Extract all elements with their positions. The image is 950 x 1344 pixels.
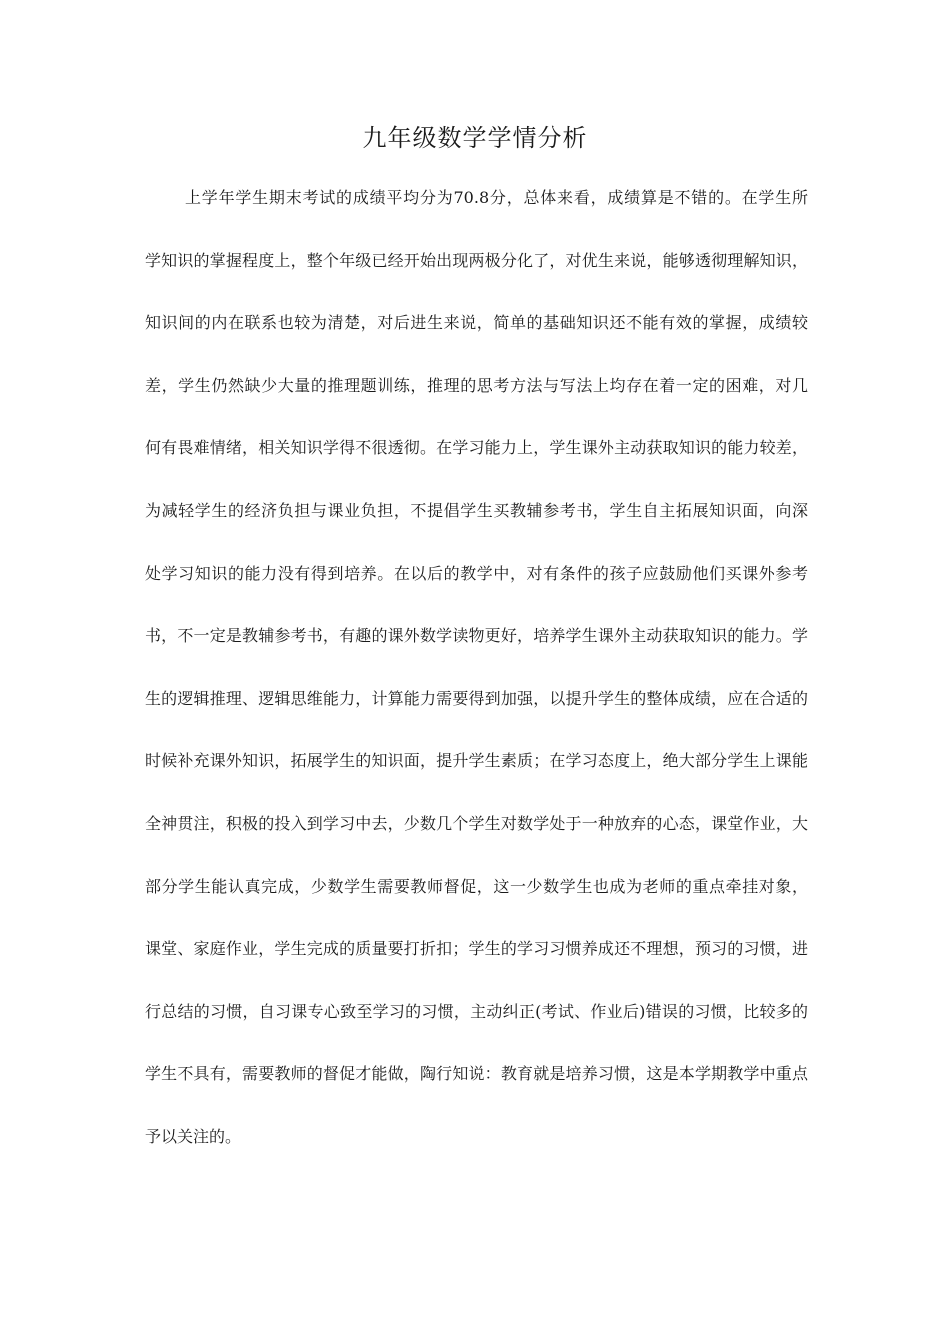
body-line: 部分学生能认真完成，少数学生需要教师督促，这一少数学生也成为老师的重点牵挂对象，	[145, 876, 808, 896]
body-line: 书，不一定是教辅参考书，有趣的课外数学读物更好，培养学生课外主动获取知识的能力。学	[145, 626, 808, 646]
body-line: 时候补充课外知识，拓展学生的知识面，提升学生素质；在学习态度上，绝大部分学生上课能	[145, 751, 808, 771]
body-line: 上学年学生期末考试的成绩平均分为70.8分，总体来看，成绩算是不错的。在学生所	[185, 188, 808, 207]
body-line: 为减轻学生的经济负担与课业负担，不提倡学生买教辅参考书，学生自主拓展知识面，向深	[145, 500, 808, 520]
body-line: 学生不具有，需要教师的督促才能做，陶行知说：教育就是培养习惯，这是本学期教学中重点	[145, 1064, 808, 1084]
body-line: 何有畏难情绪，相关知识学得不很透彻。在学习能力上，学生课外主动获取知识的能力较差，	[145, 438, 808, 458]
body-line: 行总结的习惯，自习课专心致至学习的习惯，主动纠正(考试、作业后)错误的习惯，比较多的	[145, 1001, 808, 1021]
body-line: 知识间的内在联系也较为清楚，对后进生来说，简单的基础知识还不能有效的掌握，成绩较	[145, 313, 808, 333]
body-line: 生的逻辑推理、逻辑思维能力，计算能力需要得到加强，以提升学生的整体成绩，应在合适的	[145, 688, 808, 708]
body-line: 差，学生仍然缺少大量的推理题训练，推理的思考方法与写法上均存在着一定的困难，对几	[145, 375, 808, 395]
body-line: 处学习知识的能力没有得到培养。在以后的教学中，对有条件的孩子应鼓励他们买课外参考	[145, 563, 808, 583]
document-title: 九年级数学学情分析	[362, 124, 588, 152]
body-line: 全神贯注，积极的投入到学习中去，少数几个学生对数学处于一种放弃的心态，课堂作业，大	[145, 813, 808, 833]
document-body	[145, 180, 808, 1182]
body-line: 学知识的掌握程度上，整个年级已经开始出现两极分化了，对优生来说，能够透彻理解知识，	[145, 250, 808, 270]
body-line: 课堂、家庭作业，学生完成的质量要打折扣；学生的学习习惯养成还不理想，预习的习惯，进	[145, 939, 808, 959]
body-line: 予以关注的。	[145, 1126, 242, 1146]
